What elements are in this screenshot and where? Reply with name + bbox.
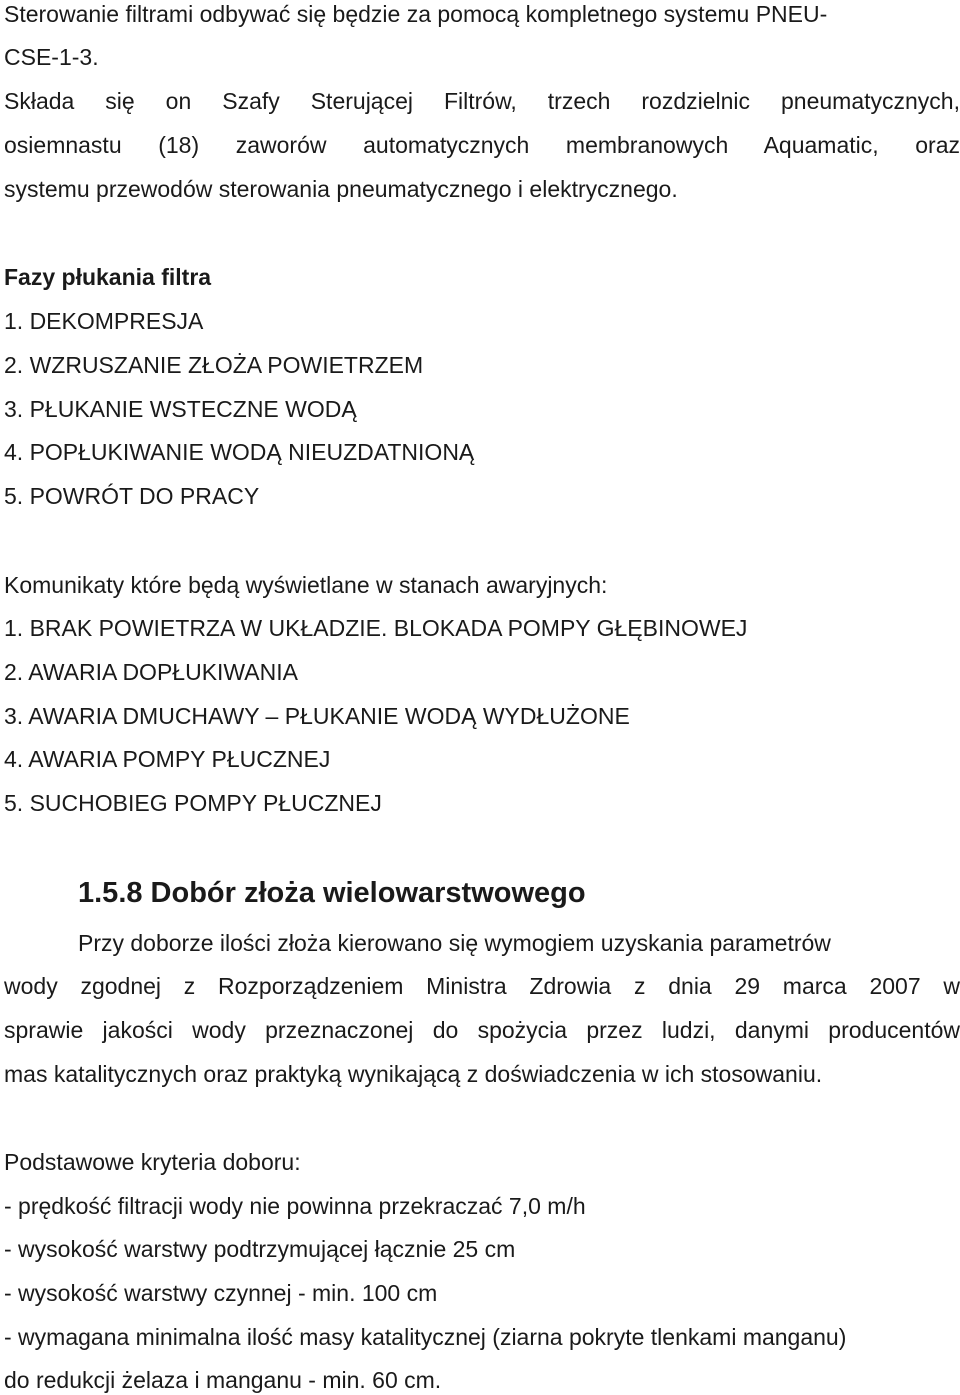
phase-item: 1. DEKOMPRESJA (4, 308, 204, 334)
intro-line-4: osiemnastu (18) zaworów automatycznych membranowych Aquamatic, oraz (4, 132, 960, 158)
criteria-item: - prędkość filtracji wody nie powinna przekraczać 7,0 m/h (4, 1193, 586, 1219)
criteria-item: do redukcji żelaza i manganu - min. 60 cm. (4, 1367, 442, 1393)
alarm-item: 1. BRAK POWIETRZA W UKŁADZIE. BLOKADA POMPY GŁĘBINOWEJ (4, 615, 748, 641)
section-para-line-1: Przy doborze ilości złoża kierowano się wymogiem uzyskania parametrów (78, 930, 831, 956)
alarm-item: 2. AWARIA DOPŁUKIWANIA (4, 659, 298, 685)
alarm-item: 5. SUCHOBIEG POMPY PŁUCZNEJ (4, 790, 382, 816)
phase-item: 3. PŁUKANIE WSTECZNE WODĄ (4, 396, 357, 422)
section-heading: 1.5.8 Dobór złoża wielowarstwowego (78, 877, 586, 909)
phases-title: Fazy płukania filtra (4, 264, 212, 290)
intro-line-5: systemu przewodów sterowania pneumatycznego i elektrycznego. (4, 176, 678, 202)
phase-item: 4. POPŁUKIWANIE WODĄ NIEUZDATNIONĄ (4, 439, 475, 465)
phase-item: 2. WZRUSZANIE ZŁOŻA POWIETRZEM (4, 352, 424, 378)
intro-line-2: CSE-1-3. (4, 44, 99, 70)
criteria-item: - wysokość warstwy czynnej - min. 100 cm (4, 1280, 438, 1306)
alarm-item: 3. AWARIA DMUCHAWY – PŁUKANIE WODĄ WYDŁUŻONE (4, 703, 630, 729)
section-para-line-2: wody zgodnej z Rozporządzeniem Ministra Zdrowia z dnia 29 marca 2007 w (4, 973, 960, 999)
criteria-item: - wymagana minimalna ilość masy katalitycznej (ziarna pokryte tlenkami manganu) (4, 1324, 847, 1350)
section-para-line-3: sprawie jakości wody przeznaczonej do spożycia przez ludzi, danymi producentów (4, 1017, 960, 1043)
intro-line-1: Sterowanie filtrami odbywać się będzie za pomocą kompletnego systemu PNEU- (4, 1, 828, 27)
section-para-line-4: mas katalitycznych oraz praktyką wynikającą z doświadczenia w ich stosowaniu. (4, 1061, 823, 1087)
intro-line-3: Składa się on Szafy Sterującej Filtrów, trzech rozdzielnic pneumatycznych, (4, 88, 960, 114)
criteria-item: - wysokość warstwy podtrzymującej łącznie 25 cm (4, 1236, 516, 1262)
alarms-title: Komunikaty które będą wyświetlane w stanach awaryjnych: (4, 572, 608, 598)
alarm-item: 4. AWARIA POMPY PŁUCZNEJ (4, 746, 331, 772)
phase-item: 5. POWRÓT DO PRACY (4, 483, 260, 509)
criteria-title: Podstawowe kryteria doboru: (4, 1149, 301, 1175)
